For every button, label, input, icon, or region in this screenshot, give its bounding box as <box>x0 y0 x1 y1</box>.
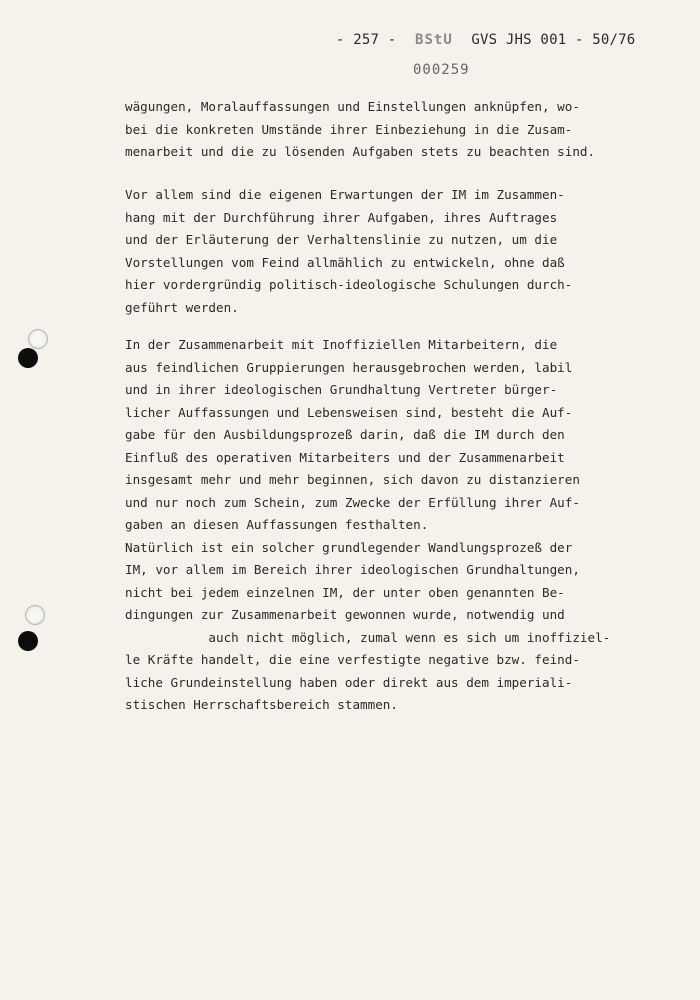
reference-number: GVS JHS 001 - 50/76 <box>471 32 636 48</box>
text-line: dingungen zur Zusammenarbeit gewonnen wurde, notwendig und <box>125 607 565 622</box>
text-line: hier vordergründig politisch-ideologische Schulungen durch- <box>125 277 573 292</box>
text-line: liche Grundeinstellung haben oder direkt aus dem imperiali- <box>125 674 573 690</box>
text-line: licher Auffassungen und Lebensweisen sind, besteht die Auf- <box>125 404 573 420</box>
text-line: gaben an diesen Auffassungen festhalten. <box>125 517 429 532</box>
text-line: IM, vor allem im Bereich ihrer ideologischen Grundhaltungen, <box>125 562 580 577</box>
paragraph-1 <box>125 96 685 164</box>
text-line: wägungen, Moralauffassungen und Einstellungen anknüpfen, wo- <box>125 99 580 114</box>
punch-hole-dark-bottom <box>18 631 38 651</box>
text-line: nicht bei jedem einzelnen IM, der unter oben genannten Be- <box>125 584 565 600</box>
text-line: menarbeit und die zu lösenden Aufgaben stets zu beachten sind. <box>125 144 596 159</box>
text-line: stischen Herrschaftsbereich stammen. <box>125 697 398 712</box>
text-line: le Kräfte handelt, die eine verfestigte negative bzw. feind- <box>125 652 580 667</box>
page-number: - 257 - <box>336 32 397 48</box>
text-line: auch nicht möglich, zumal wenn es sich um inoffiziel- <box>125 629 611 645</box>
text-line: insgesamt mehr und mehr beginnen, sich davon zu distanzieren <box>125 472 580 487</box>
punch-hole-dark-top <box>18 348 38 368</box>
text-line: geführt werden. <box>125 299 239 315</box>
text-line: und der Erläuterung der Verhaltenslinie zu nutzen, um die <box>125 232 558 247</box>
paragraph-3 <box>125 334 685 717</box>
text-line: bei die konkreten Umstände ihrer Einbeziehung in die Zusam- <box>125 121 573 137</box>
text-line: Natürlich ist ein solcher grundlegender Wandlungsprozeß der <box>125 539 573 555</box>
text-line: Einfluß des operativen Mitarbeiters und der Zusammenarbeit <box>125 449 565 465</box>
text-line: hang mit der Durchführung ihrer Aufgaben, ihres Auftrages <box>125 209 558 225</box>
text-line: und in ihrer ideologischen Grundhaltung Vertreter bürger- <box>125 382 558 397</box>
punch-hole-ring-bottom <box>25 605 45 625</box>
document-number: 000259 <box>413 62 470 78</box>
text-line: Vorstellungen vom Feind allmählich zu entwickeln, ohne daß <box>125 254 565 270</box>
text-line: Vor allem sind die eigenen Erwartungen der IM im Zusammen- <box>125 187 565 202</box>
text-line: gabe für den Ausbildungsprozeß darin, daß die IM durch den <box>125 427 565 442</box>
paragraph-2 <box>125 184 685 319</box>
text-line: In der Zusammenarbeit mit Inoffiziellen Mitarbeitern, die <box>125 337 558 352</box>
punch-hole-ring-top <box>28 329 48 349</box>
page-header <box>336 32 635 48</box>
archive-stamp: BStU <box>415 32 453 48</box>
text-line: und nur noch zum Schein, zum Zwecke der Erfüllung ihrer Auf- <box>125 494 580 510</box>
text-line: aus feindlichen Gruppierungen herausgebrochen werden, labil <box>125 359 573 375</box>
